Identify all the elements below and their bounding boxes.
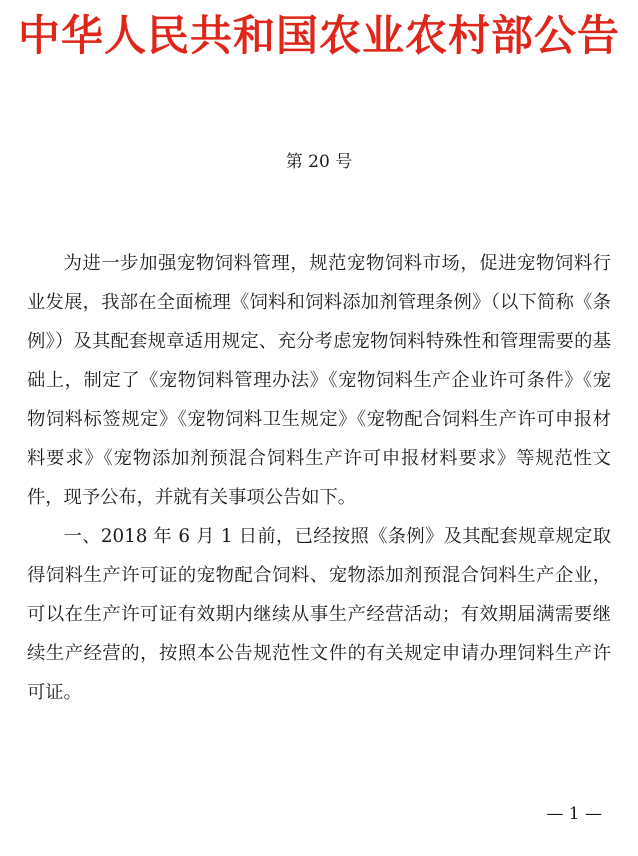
body-text	[27, 244, 611, 712]
paragraph-intro: 为进一步加强宠物饲料管理，规范宠物饲料市场，促进宠物饲料行业发展，我部在全面梳理《饲料和饲料添加剂管理条例》（以下简称《条例》）及其配套规章适用规定、充分考虑宠物饲料特殊性和管理需要的基础上，制定了《宠物饲料管理办法》《宠物饲料生产企业许可条件》《宠物饲料标签规定》《宠物饲料卫生规定》《宠物配合饲料生产许可申报材料要求》《宠物添加剂预混合饲料生产许可申报材料要求》等规范性文件，现予公布，并就有关事项公告如下。	[27, 253, 611, 508]
announcement-title: 中华人民共和国农业农村部公告	[17, 11, 620, 60]
paragraph-item-1: 一、2018 年 6 月 1 日前，已经按照《条例》及其配套规章规定取得饲料生产许可证的宠物配合饲料、宠物添加剂预混合饲料生产企业，可以在生产许可证有效期内继续从事生产经营活动；有效期届满需要继续生产经营的，按照本公告规范性文件的有关规定申请办理饲料生产许可证。	[27, 526, 611, 703]
page-number: — 1 —	[546, 804, 602, 824]
document-number: 第 20 号	[285, 152, 353, 172]
